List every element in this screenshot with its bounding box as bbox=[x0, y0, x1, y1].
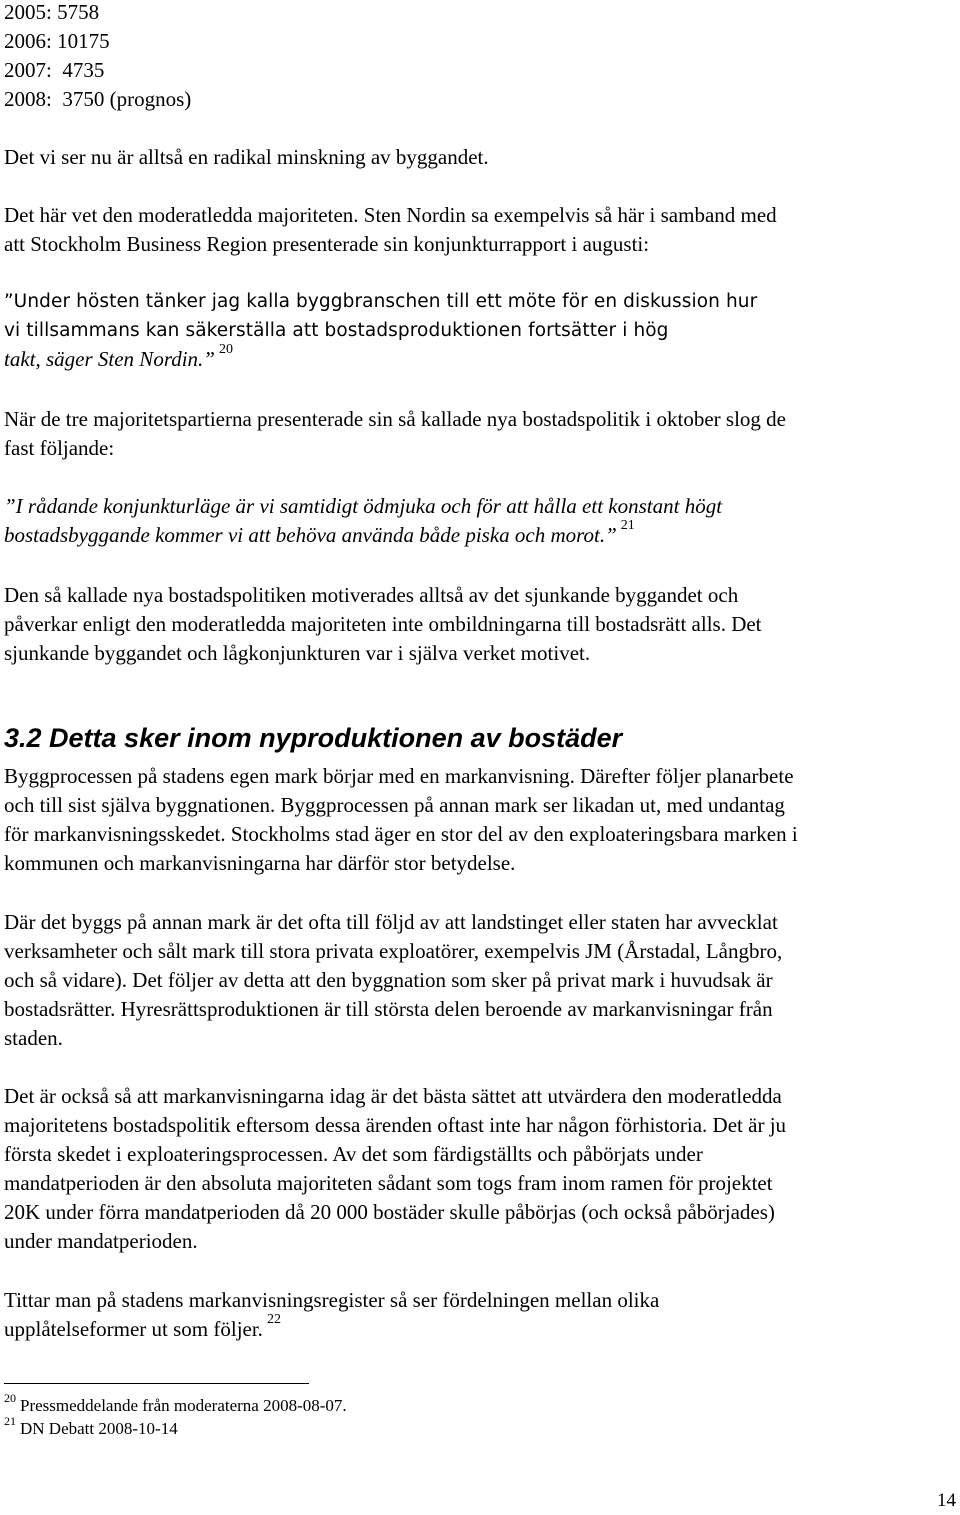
paragraph-1: Det vi ser nu är alltså en radikal minskning av byggandet. bbox=[4, 145, 489, 169]
paragraph-line: och så vidare). Det följer av detta att den byggnation som sker på privat mark i huvudsak är bbox=[4, 968, 773, 992]
paragraph-line: sjunkande byggandet och lågkonjunkturen var i själva verket motivet. bbox=[4, 641, 591, 665]
footnote-number: 21 bbox=[4, 1414, 16, 1428]
paragraph-line: under mandatperioden. bbox=[4, 1229, 198, 1253]
paragraph-line: Där det byggs på annan mark är det ofta till följd av att landstinget eller staten har avvecklat bbox=[4, 910, 778, 934]
paragraph-line: bostadsrätter. Hyresrättsproduktionen är till största delen beroende av markanvisningar från bbox=[4, 997, 773, 1021]
paragraph-line: Det här vet den moderatledda majoriteten. Sten Nordin sa exempelvis så här i samband med bbox=[4, 203, 777, 227]
paragraph-line: staden. bbox=[4, 1026, 63, 1050]
paragraph-line: att Stockholm Business Region presenterade sin konjunkturrapport i augusti: bbox=[4, 232, 650, 256]
paragraph-line: 20K under förra mandatperioden då 20 000 bostäder skulle påbörjas (och också påbörjades) bbox=[4, 1200, 775, 1224]
stat-year: 2006: bbox=[4, 29, 52, 53]
footnote-text: DN Debatt 2008-10-14 bbox=[20, 1419, 178, 1438]
paragraph-line: Byggprocessen på stadens egen mark börjar med en markanvisning. Därefter följer planarbete bbox=[4, 764, 794, 788]
section-heading: 3.2 Detta sker inom nyproduktionen av bostäder bbox=[4, 723, 623, 753]
quote-line bbox=[4, 518, 635, 547]
footnote-ref: 20 bbox=[218, 342, 233, 357]
paragraph-line: påverkar enligt den moderatledda majoriteten inte ombildningarna till bostadsrätt alls. Det bbox=[4, 612, 762, 636]
footnote-text: Pressmeddelande från moderaterna 2008-08-07. bbox=[20, 1396, 347, 1415]
footnote-ref: 22 bbox=[266, 1312, 281, 1327]
paragraph-line: kommunen och markanvisningarna har därför stor betydelse. bbox=[4, 851, 516, 875]
paragraph-line: mandatperioden är den absoluta majoriteten sådant som togs fram inom ramen för projektet bbox=[4, 1171, 773, 1195]
stat-value: 5758 bbox=[57, 0, 100, 24]
paragraph-line: första skedet i exploateringsprocessen. Av det som färdigställts och påbörjats under bbox=[4, 1142, 703, 1166]
stat-row bbox=[4, 60, 104, 81]
stat-year: 2008: bbox=[4, 87, 52, 111]
footnote bbox=[4, 1391, 347, 1416]
quote-line: ”Under hösten tänker jag kalla byggbranschen till ett möte för en diskussion hur bbox=[4, 291, 758, 312]
quote-text: bostadsbyggande kommer vi att behöva använda både piska och morot.” bbox=[4, 523, 617, 547]
paragraph-line: och till sist själva byggnationen. Byggprocessen på annan mark ser likadan ut, med undantag bbox=[4, 793, 785, 817]
paragraph-line bbox=[4, 1312, 281, 1341]
quote-line bbox=[4, 342, 233, 371]
stat-value: 3750 (prognos) bbox=[62, 87, 192, 111]
footnote-ref: 21 bbox=[620, 518, 635, 533]
stat-row bbox=[4, 2, 99, 23]
stat-value: 4735 bbox=[62, 58, 105, 82]
paragraph-line: När de tre majoritetspartierna presenterade sin så kallade nya bostadspolitik i oktober slog de bbox=[4, 407, 786, 431]
stat-year: 2007: bbox=[4, 58, 52, 82]
paragraph-line: Det är också så att markanvisningarna idag är det bästa sättet att utvärdera den moderatledda bbox=[4, 1084, 782, 1108]
footnote bbox=[4, 1414, 178, 1439]
footnote-divider bbox=[4, 1383, 309, 1384]
page-number: 14 bbox=[937, 1490, 956, 1511]
paragraph-text: upplåtelseformer ut som följer. bbox=[4, 1317, 263, 1341]
paragraph-line: majoritetens bostadspolitik eftersom dessa ärenden oftast inte har någon förhistoria. Det är ju bbox=[4, 1113, 787, 1137]
stat-row bbox=[4, 89, 191, 110]
paragraph-line: Den så kallade nya bostadspolitiken motiverades alltså av det sjunkande byggandet och bbox=[4, 583, 739, 607]
paragraph-line: verksamheter och sålt mark till stora privata exploatörer, exempelvis JM (Årstadal, Långbro, bbox=[4, 939, 783, 963]
paragraph-line: Tittar man på stadens markanvisningsregister så ser fördelningen mellan olika bbox=[4, 1288, 660, 1312]
paragraph-line: för markanvisningsskedet. Stockholms stad äger en stor del av den exploateringsbara marken i bbox=[4, 822, 798, 846]
paragraph-line: fast följande: bbox=[4, 436, 115, 460]
stat-row bbox=[4, 31, 110, 52]
quote-text: takt, säger Sten Nordin.” bbox=[4, 347, 215, 371]
quote-line: ”I rådande konjunkturläge är vi samtidigt ödmjuka och för att hålla ett konstant högt bbox=[4, 494, 723, 518]
stat-value: 10175 bbox=[57, 29, 110, 53]
stat-year: 2005: bbox=[4, 0, 52, 24]
quote-line: vi tillsammans kan säkerställa att bostadsproduktionen fortsätter i hög bbox=[4, 320, 669, 341]
footnote-number: 20 bbox=[4, 1391, 16, 1405]
